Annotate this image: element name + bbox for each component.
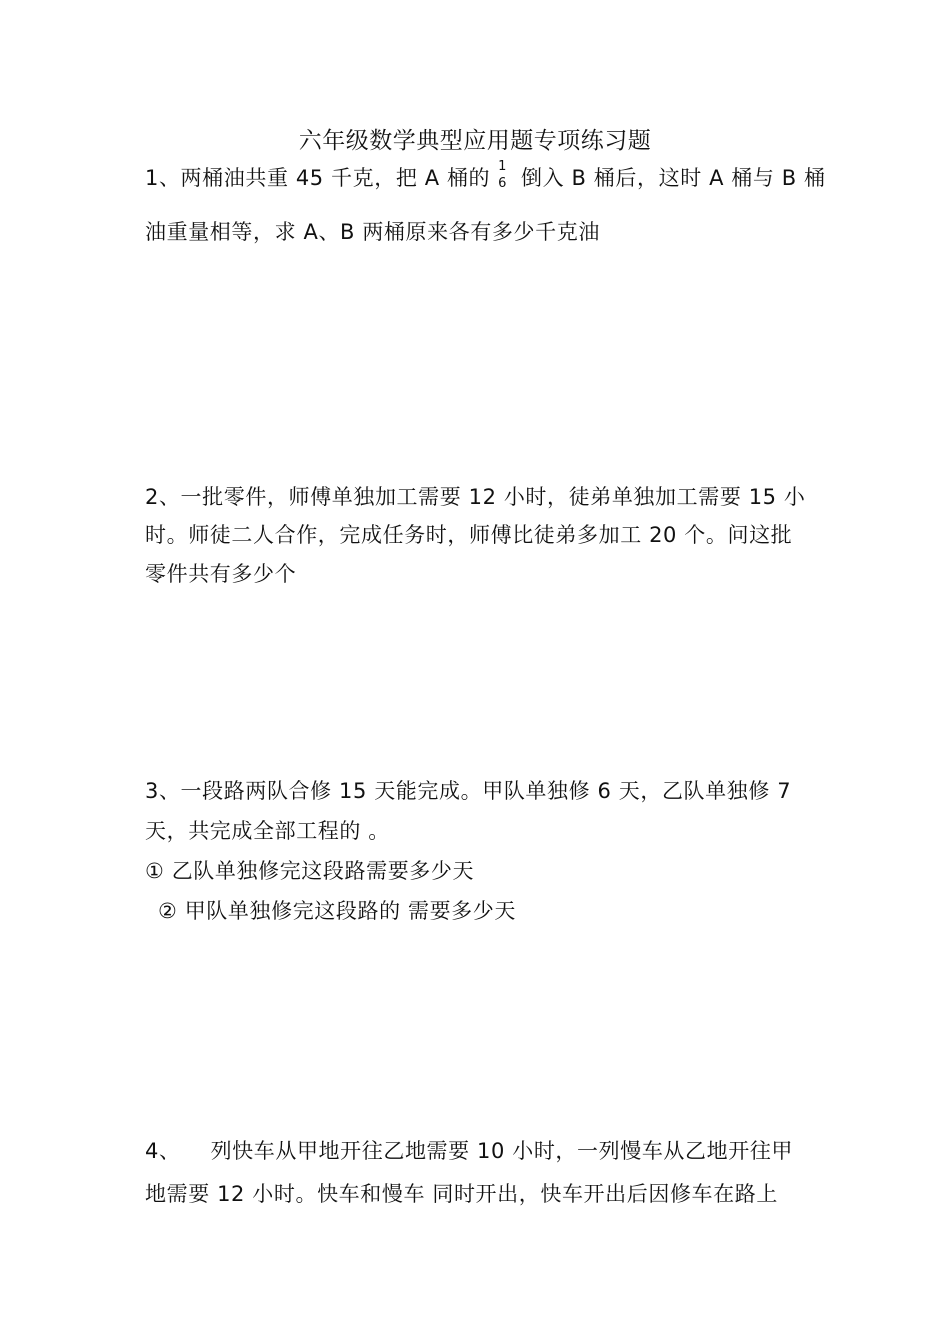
- fraction-numerator: 1: [498, 158, 508, 174]
- question-1-line-2: 油重量相等，求 A、B 两桶原来各有多少千克油: [145, 220, 600, 244]
- question-1-text-b: 倒入 B 桶后，这时 A 桶与 B 桶: [521, 166, 826, 190]
- question-3-line-1: 3、一段路两队合修 15 天能完成。甲队单独修 6 天，乙队单独修 7: [145, 779, 792, 803]
- question-4-line-2: 地需要 12 小时。快车和慢车 同时开出，快车开出后因修车在路上: [145, 1182, 778, 1206]
- question-1-text-a: 1、两桶油共重 45 千克，把 A 桶的: [145, 166, 491, 190]
- page-title: 六年级数学典型应用题专项练习题: [298, 128, 652, 154]
- fraction-one-sixth: [498, 159, 507, 192]
- question-1-line-1: [145, 158, 826, 196]
- question-2-line-1: 2、一批零件，师傅单独加工需要 12 小时，徒弟单独加工需要 15 小: [145, 485, 806, 509]
- question-4-number: 4、: [145, 1139, 181, 1163]
- question-2-line-3: 零件共有多少个: [145, 562, 297, 586]
- question-2-line-2: 时。师徒二人合作，完成任务时，师傅比徒弟多加工 20 个。问这批: [145, 523, 793, 547]
- question-4-line-1: [145, 1135, 793, 1165]
- question-3-sub-1: ① 乙队单独修完这段路需要多少天: [145, 859, 475, 883]
- fraction-denominator: 6: [498, 175, 508, 191]
- question-4-text: 列快车从甲地开往乙地需要 10 小时，一列慢车从乙地开往甲: [210, 1139, 794, 1163]
- question-3-line-2: 天，共完成全部工程的 。: [145, 819, 390, 843]
- question-3-sub-2: ② 甲队单独修完这段路的 需要多少天: [158, 899, 516, 923]
